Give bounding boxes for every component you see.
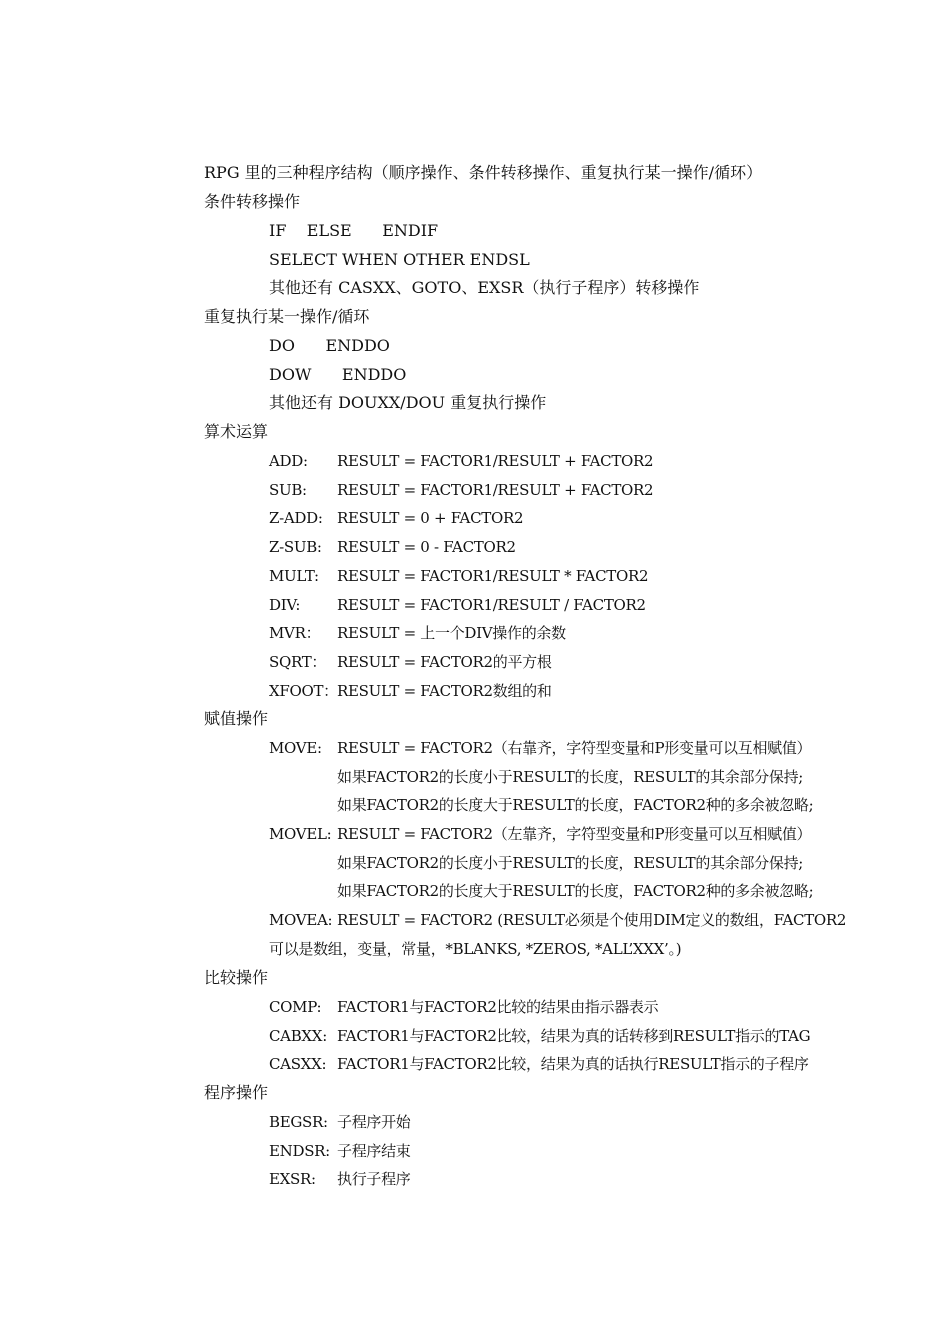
op-description: RESULT = 0 - FACTOR2 bbox=[337, 538, 516, 557]
op-label: MOVEA: bbox=[269, 911, 333, 929]
op-description: RESULT = FACTOR2（右靠齐，字符型变量和P形变量可以互相赋值） bbox=[337, 739, 812, 757]
op-description: 执行子程序 bbox=[337, 1170, 411, 1189]
op-label: CABXX: bbox=[269, 1026, 327, 1045]
op-label: Z-ADD: bbox=[269, 509, 323, 528]
op-label: MULT: bbox=[269, 566, 319, 585]
op-note: 如果FACTOR2的长度大于RESULT的长度，FACTOR2种的多余被忽略; bbox=[337, 796, 814, 814]
op-label: ADD: bbox=[269, 452, 308, 470]
op-description: RESULT = FACTOR2数组的和 bbox=[337, 681, 552, 700]
section-title-comparison: 比较操作 bbox=[204, 968, 269, 987]
section-title-procedure: 程序操作 bbox=[204, 1083, 269, 1102]
op-description: RESULT = FACTOR1/RESULT + FACTOR2 bbox=[337, 452, 654, 470]
op-label: SQRT： bbox=[269, 652, 327, 671]
op-description: RESULT = FACTOR2（左靠齐，字符型变量和P形变量可以互相赋值） bbox=[337, 825, 812, 843]
op-description: RESULT = FACTOR1/RESULT * FACTOR2 bbox=[337, 566, 649, 585]
op-description: 子程序结束 bbox=[337, 1141, 411, 1160]
op-description: RESULT = FACTOR1/RESULT / FACTOR2 bbox=[337, 595, 646, 614]
op-continuation: 可以是数组，变量，常量，*BLANKS, *ZEROS, *ALL’XXX’。) bbox=[269, 940, 682, 958]
op-label: ENDSR: bbox=[269, 1141, 330, 1160]
section-title-loop: 重复执行某一操作/循环 bbox=[204, 307, 370, 326]
op-description: 子程序开始 bbox=[337, 1113, 411, 1131]
op-label: BEGSR: bbox=[269, 1113, 328, 1131]
section-title-conditional: 条件转移操作 bbox=[204, 192, 301, 211]
op-description: RESULT = 0 + FACTOR2 bbox=[337, 509, 524, 528]
document-heading: RPG 里的三种程序结构（顺序操作、条件转移操作、重复执行某一操作/循环） bbox=[204, 163, 763, 182]
op-label: XFOOT： bbox=[269, 681, 338, 700]
conditional-line: IF ELSE ENDIF bbox=[269, 221, 439, 240]
op-note: 如果FACTOR2的长度大于RESULT的长度，FACTOR2种的多余被忽略; bbox=[337, 882, 814, 900]
op-description: FACTOR1与FACTOR2比较的结果由指示器表示 bbox=[337, 998, 659, 1016]
loop-line: 其他还有 DOUXX/DOU 重复执行操作 bbox=[269, 393, 547, 412]
op-label: CASXX: bbox=[269, 1055, 327, 1074]
op-description: RESULT = FACTOR2的平方根 bbox=[337, 652, 552, 671]
op-note: 如果FACTOR2的长度小于RESULT的长度，RESULT的其余部分保持; bbox=[337, 854, 804, 872]
op-label: MVR： bbox=[269, 624, 321, 643]
op-label: COMP: bbox=[269, 998, 322, 1016]
op-description: FACTOR1与FACTOR2比较，结果为真的话执行RESULT指示的子程序 bbox=[337, 1055, 809, 1074]
loop-line: DOW ENDDO bbox=[269, 365, 407, 384]
op-description: FACTOR1与FACTOR2比较，结果为真的话转移到RESULT指示的TAG bbox=[337, 1026, 811, 1045]
section-title-arithmetic: 算术运算 bbox=[204, 422, 269, 441]
conditional-line: 其他还有 CASXX、GOTO、EXSR（执行子程序）转移操作 bbox=[269, 278, 700, 297]
op-label: Z-SUB: bbox=[269, 538, 322, 557]
op-label: MOVEL: bbox=[269, 825, 332, 843]
op-description: RESULT = FACTOR1/RESULT + FACTOR2 bbox=[337, 480, 654, 499]
op-description: RESULT = 上一个DIV操作的余数 bbox=[337, 624, 566, 643]
section-title-assignment: 赋值操作 bbox=[204, 709, 269, 728]
op-label: DIV: bbox=[269, 595, 301, 614]
op-label: EXSR: bbox=[269, 1170, 316, 1189]
op-note: 如果FACTOR2的长度小于RESULT的长度，RESULT的其余部分保持; bbox=[337, 768, 804, 786]
op-label: MOVE: bbox=[269, 739, 322, 757]
op-description: RESULT = FACTOR2 (RESULT必须是个使用DIM定义的数组，FACTOR2 bbox=[337, 911, 847, 929]
conditional-line: SELECT WHEN OTHER ENDSL bbox=[269, 250, 530, 269]
op-label: SUB: bbox=[269, 480, 307, 499]
loop-line: DO ENDDO bbox=[269, 336, 390, 355]
